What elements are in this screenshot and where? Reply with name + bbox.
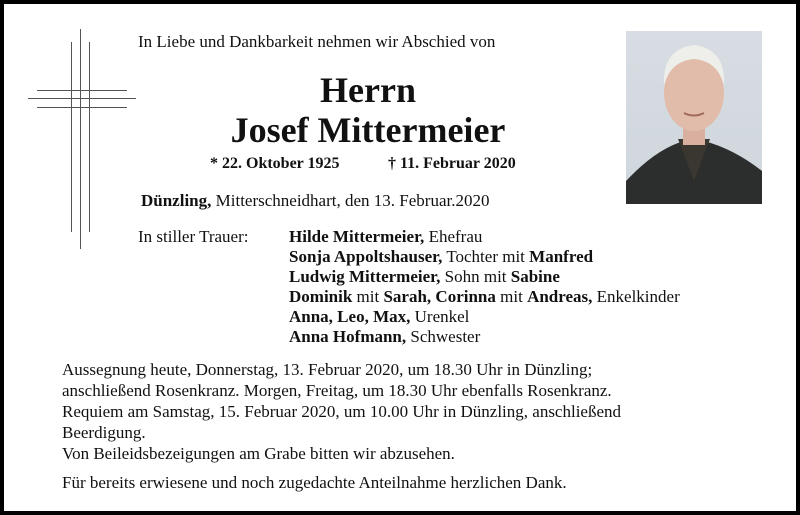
salutation: Herrn — [320, 70, 416, 110]
paragraph-line: Aussegnung heute, Donnerstag, 13. Februar 2020, um 18.30 Uhr in Dünzling; — [62, 360, 593, 379]
paragraph-line: Beerdigung. — [62, 423, 146, 442]
obituary-card — [4, 4, 796, 511]
mourning-label: In stiller Trauer: — [138, 227, 249, 246]
mourner: Dominik mit Sarah, Corinna mit Andreas, Enkelkinder — [289, 287, 680, 306]
mourner: Hilde Mittermeier, Ehefrau — [289, 227, 483, 246]
paragraph-line: Requiem am Samstag, 15. Februar 2020, um 10.00 Uhr in Dünzling, anschließend — [62, 402, 622, 421]
portrait-photo — [626, 31, 762, 204]
mourners-list — [289, 227, 680, 347]
place-bold: Dünzling, — [141, 191, 212, 210]
paragraph-line: anschließend Rosenkranz. Morgen, Freitag, um 18.30 Uhr ebenfalls Rosenkranz. — [62, 381, 612, 400]
mourner: Anna Hofmann, Schwester — [289, 327, 481, 346]
place-rest: Mitterschneidhart, den 13. Februar.2020 — [211, 191, 490, 210]
service-paragraph — [62, 359, 621, 464]
birth-date: * 22. Oktober 1925 — [210, 155, 340, 172]
mourner: Anna, Leo, Max, Urenkel — [289, 307, 470, 326]
thanks-text: Für bereits erwiesene und noch zugedachte Anteilnahme herzlichen Dank. — [62, 473, 567, 492]
mourner: Ludwig Mittermeier, Sohn mit Sabine — [289, 267, 560, 286]
place-date — [141, 191, 489, 211]
deceased-name: Josef Mittermeier — [230, 110, 506, 150]
intro-text: In Liebe und Dankbarkeit nehmen wir Abschied von — [138, 32, 496, 51]
death-date: † 11. Februar 2020 — [388, 155, 516, 172]
mourner: Sonja Appoltshauser, Tochter mit Manfred — [289, 247, 594, 266]
condolence-note: Von Beileidsbezeigungen am Grabe bitten wir abzusehen. — [62, 444, 455, 463]
